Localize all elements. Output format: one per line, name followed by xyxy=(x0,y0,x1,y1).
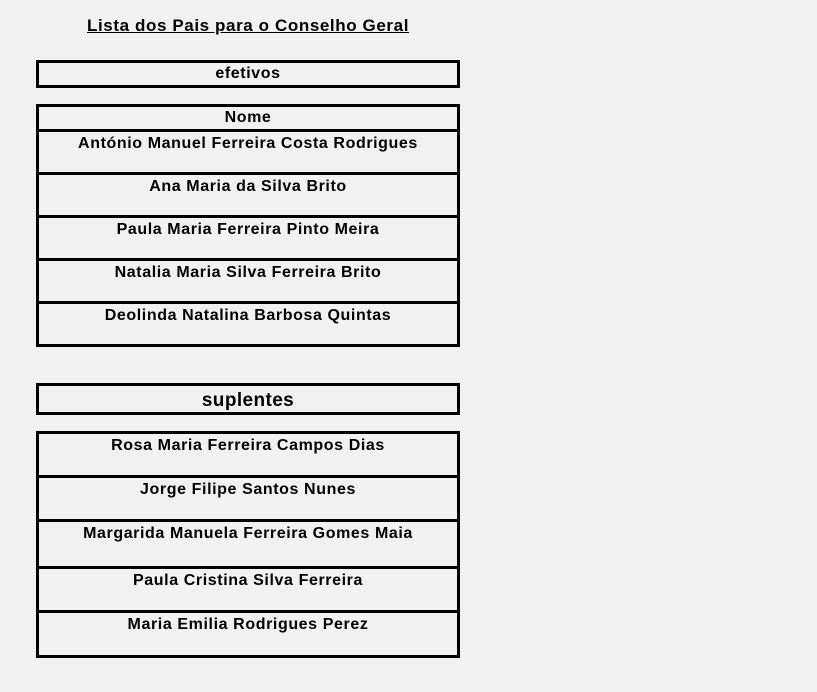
table-row: António Manuel Ferreira Costa Rodrigues xyxy=(39,132,457,175)
table-row: Rosa Maria Ferreira Campos Dias xyxy=(39,434,457,478)
table-row: Ana Maria da Silva Brito xyxy=(39,175,457,218)
column-header-nome: Nome xyxy=(39,107,457,132)
table-row: Paula Maria Ferreira Pinto Meira xyxy=(39,218,457,261)
document-title: Lista dos Pais para o Conselho Geral xyxy=(87,16,410,35)
table-row: Maria Emilia Rodrigues Perez xyxy=(127,616,369,633)
table-row: Margarida Manuela Ferreira Gomes Maia xyxy=(39,522,457,569)
suplentes-table xyxy=(36,431,460,658)
table-row: Natalia Maria Silva Ferreira Brito xyxy=(39,261,457,304)
table-row: Jorge Filipe Santos Nunes xyxy=(39,478,457,522)
efetivos-table xyxy=(36,104,460,347)
section-heading-efetivos: efetivos xyxy=(36,60,460,88)
table-row: Deolinda Natalina Barbosa Quintas xyxy=(104,307,392,324)
table-row: Paula Cristina Silva Ferreira xyxy=(39,569,457,613)
section-heading-suplentes: suplentes xyxy=(36,383,460,415)
